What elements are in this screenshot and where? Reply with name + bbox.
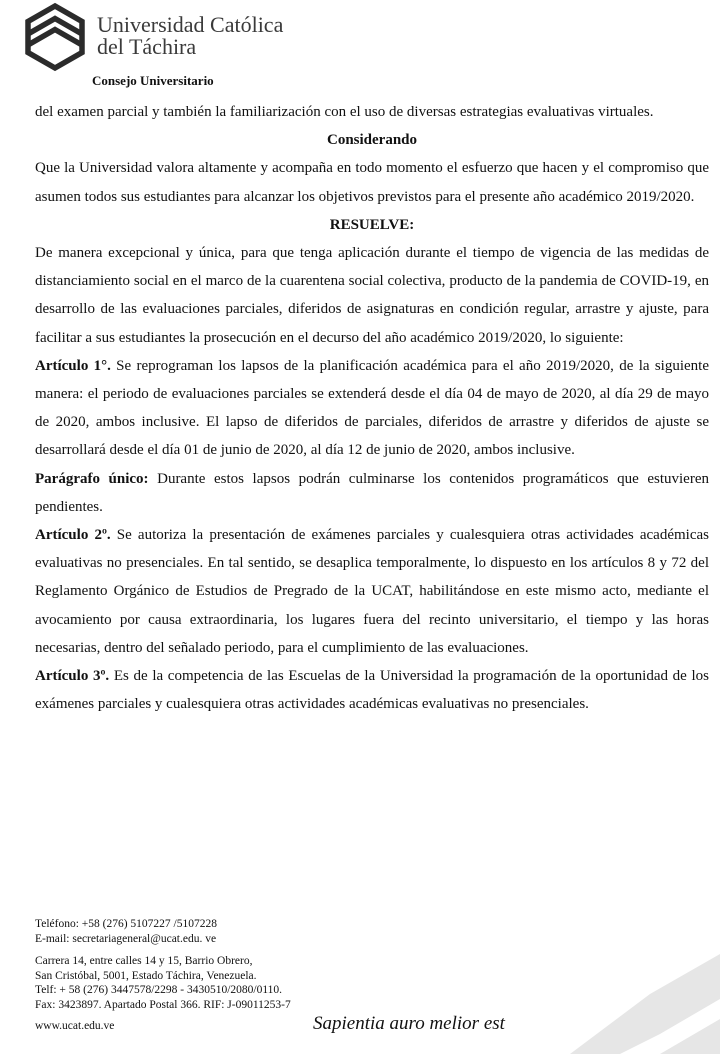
article-3: [35, 662, 709, 718]
footer-phone: Teléfono: +58 (276) 5107227 /5107228: [35, 918, 217, 930]
article-1: [35, 352, 709, 465]
article-2-text: Se autoriza la presentación de exámenes parciales y cualesquiera otras actividades académicas evaluativas no presenciales. En tal sentido, se desaplica temporalmente, lo dispuesto en los artículos 8 y 72 del Reglamento Orgánico de Estudios de Pregrado de la UCAT, habilitándose en este mismo acto, mediante el avocamiento por causa extraordinaria, los lugares fuera del recinto universitario, el tiempo y las horas necesarias, dentro del señalado periodo, para el cumplimiento de las evaluaciones.: [35, 527, 709, 656]
article-3-label: Artículo 3º.: [35, 668, 110, 685]
footer-address-line2: San Cristóbal, 5001, Estado Táchira, Venezuela.: [35, 969, 257, 982]
document-body: [35, 98, 709, 718]
article-1-label: Artículo 1°.: [35, 357, 111, 374]
footer-contact: [35, 917, 217, 946]
article-2: [35, 521, 709, 662]
university-logo-icon: [20, 2, 90, 72]
university-motto: Sapientia auro melior est: [313, 1013, 505, 1034]
intro-paragraph: del examen parcial y también la familiarización con el uso de diversas estrategias evaluativas virtuales.: [35, 104, 654, 120]
paragrafo-label: Parágrafo único:: [35, 470, 149, 487]
footer-address-line1: Carrera 14, entre calles 14 y 15, Barrio Obrero,: [35, 955, 253, 967]
article-1-text: Se reprograman los lapsos de la planificación académica para el año 2019/2020, de la siguiente manera: el periodo de evaluaciones parciales se extenderá desde el día 04 de mayo de 2020, al día 29 de mayo de 2020, ambos inclusive. El lapso de diferidos de parciales, diferidos de arrastre y diferidos de ajuste se desarrollará desde el día 01 de junio de 2020, al día 12 de junio de 2020, ambos inclusive.: [35, 357, 709, 459]
article-2-label: Artículo 2º.: [35, 527, 111, 544]
paragrafo-unico: [35, 465, 709, 521]
footer-website[interactable]: www.ucat.edu.ve: [35, 1020, 115, 1032]
considerando-paragraph: Que la Universidad valora altamente y acompaña en todo momento el esfuerzo que hacen y el compromiso que asumen todos sus estudiantes para alcanzar los objetivos previstos para el presente año académico 2019/2020.: [35, 160, 709, 205]
resuelve-heading: RESUELVE:: [329, 216, 415, 233]
footer-fax: Fax: 3423897. Apartado Postal 366. RIF: J-09011253-7: [35, 998, 291, 1011]
university-name-line1: Universidad Católica: [97, 12, 284, 37]
footer-email: E-mail: secretariageneral@ucat.edu. ve: [35, 932, 217, 945]
paragrafo-text: Durante estos lapsos podrán culminarse los contenidos programáticos que estuvieren pendientes.: [35, 470, 709, 515]
article-3-text: Es de la competencia de las Escuelas de la Universidad la programación de la oportunidad de los exámenes parciales y cualesquiera otras actividades académicas evaluativas no presenciales.: [35, 668, 709, 713]
council-name: Consejo Universitario: [92, 73, 214, 88]
decorative-chevron-graphic: [510, 934, 720, 1054]
footer-telf: Telf: + 58 (276) 3447578/2298 - 3430510/2080/0110.: [35, 984, 283, 996]
considerando-heading: Considerando: [326, 132, 418, 149]
university-name: [97, 14, 283, 58]
university-name-line2: del Táchira: [97, 34, 197, 59]
resuelve-paragraph: De manera excepcional y única, para que tenga aplicación durante el tiempo de vigencia de las medidas de distanciamiento social en el marco de la cuarentena social colectiva, producto de la pandemia de COVID-19, en desarrollo de las evaluaciones parciales, diferidos de asignaturas en condición regular, arrastre y ajuste, para facilitar a sus estudiantes la prosecución en el decurso del año académico 2019/2020, lo siguiente:: [35, 245, 709, 346]
footer-address: [35, 954, 291, 1012]
